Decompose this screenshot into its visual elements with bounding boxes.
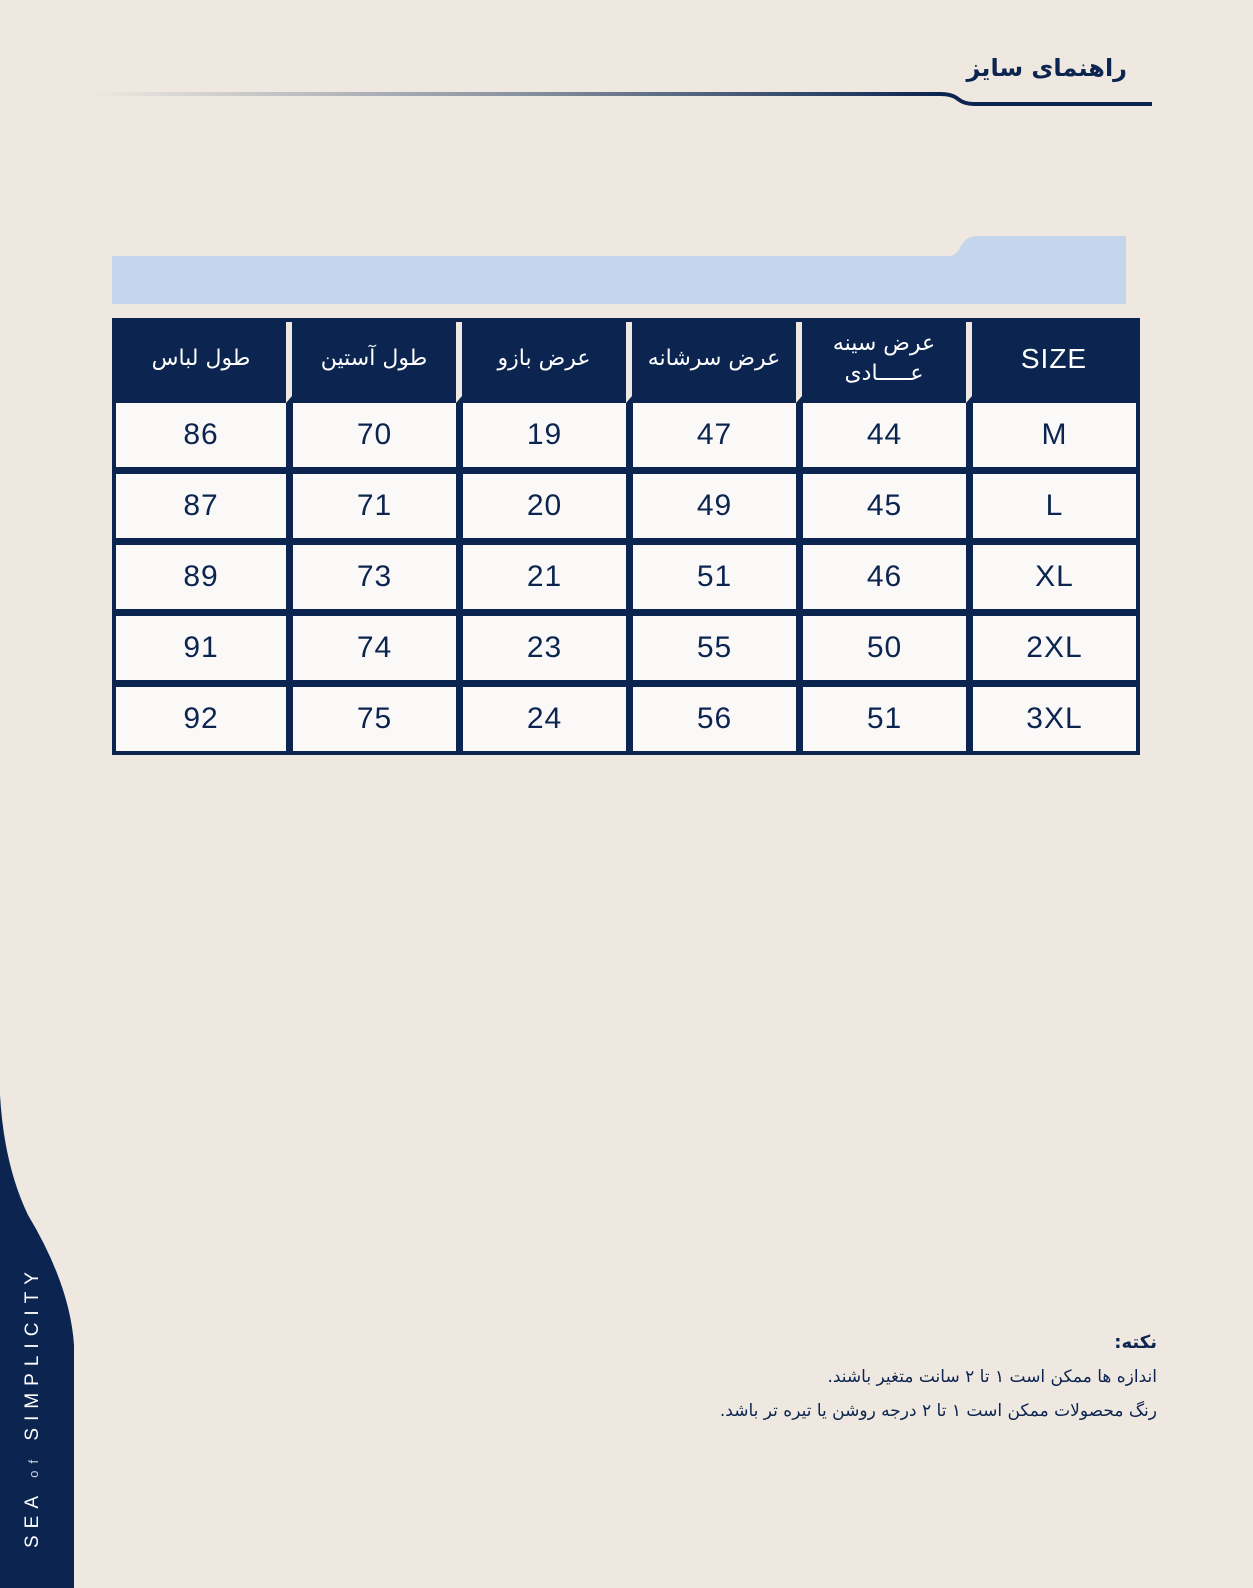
- cell-sleeve: 75: [286, 687, 456, 751]
- cell-arm: 24: [456, 687, 626, 751]
- cell-arm: 23: [456, 616, 626, 687]
- brand-word-of: of: [26, 1452, 41, 1478]
- chest-label-line1: عرض سینه: [832, 331, 936, 356]
- cell-size: 2XL: [966, 616, 1136, 687]
- column-header-sleeve: طول آستین: [286, 322, 456, 403]
- note-title: نکته:: [1114, 1332, 1157, 1353]
- table-header-row: [116, 322, 1136, 403]
- cell-chest: 44: [796, 403, 966, 474]
- size-table: [112, 318, 1140, 755]
- column-header-shoulder: عرض سرشانه: [626, 322, 796, 403]
- brand-logo-text: [22, 1265, 44, 1548]
- brand-word-sea: SEA: [22, 1490, 43, 1548]
- cell-arm: 19: [456, 403, 626, 474]
- cell-arm: 20: [456, 474, 626, 545]
- cell-size: 3XL: [966, 687, 1136, 751]
- cell-length: 89: [116, 545, 286, 616]
- table-row: [116, 687, 1136, 751]
- cell-shoulder: 55: [626, 616, 796, 687]
- column-header-length: طول لباس: [116, 322, 286, 403]
- column-header-chest: [796, 322, 966, 403]
- cell-length: 92: [116, 687, 286, 751]
- cell-chest: 51: [796, 687, 966, 751]
- header-divider: [90, 84, 1170, 114]
- cell-size: M: [966, 403, 1136, 474]
- table-header-band: [112, 234, 1140, 308]
- cell-sleeve: 70: [286, 403, 456, 474]
- table-row: [116, 616, 1136, 687]
- column-header-arm: عرض بازو: [456, 322, 626, 403]
- cell-sleeve: 74: [286, 616, 456, 687]
- cell-size: XL: [966, 545, 1136, 616]
- chest-label-line2: عـــــادی: [844, 361, 924, 386]
- cell-shoulder: 49: [626, 474, 796, 545]
- table-row: [116, 474, 1136, 545]
- cell-sleeve: 73: [286, 545, 456, 616]
- cell-chest: 45: [796, 474, 966, 545]
- brand-word-simplicity: SIMPLICITY: [22, 1265, 43, 1441]
- note-section: [557, 1326, 1157, 1428]
- cell-length: 86: [116, 403, 286, 474]
- column-header-size: SIZE: [966, 322, 1136, 403]
- table-row: [116, 403, 1136, 474]
- cell-length: 91: [116, 616, 286, 687]
- cell-length: 87: [116, 474, 286, 545]
- cell-shoulder: 56: [626, 687, 796, 751]
- cell-arm: 21: [456, 545, 626, 616]
- cell-size: L: [966, 474, 1136, 545]
- table-row: [116, 545, 1136, 616]
- cell-shoulder: 47: [626, 403, 796, 474]
- cell-shoulder: 51: [626, 545, 796, 616]
- page-title: راهنمای سایز: [966, 54, 1127, 82]
- note-line-2: رنگ محصولات ممکن است ۱ تا ۲ درجه روشن یا تیره تر باشد.: [719, 1401, 1157, 1421]
- cell-chest: 50: [796, 616, 966, 687]
- note-line-1: اندازه ها ممکن است ۱ تا ۲ سانت متغیر باشند.: [827, 1367, 1157, 1387]
- cell-chest: 46: [796, 545, 966, 616]
- cell-sleeve: 71: [286, 474, 456, 545]
